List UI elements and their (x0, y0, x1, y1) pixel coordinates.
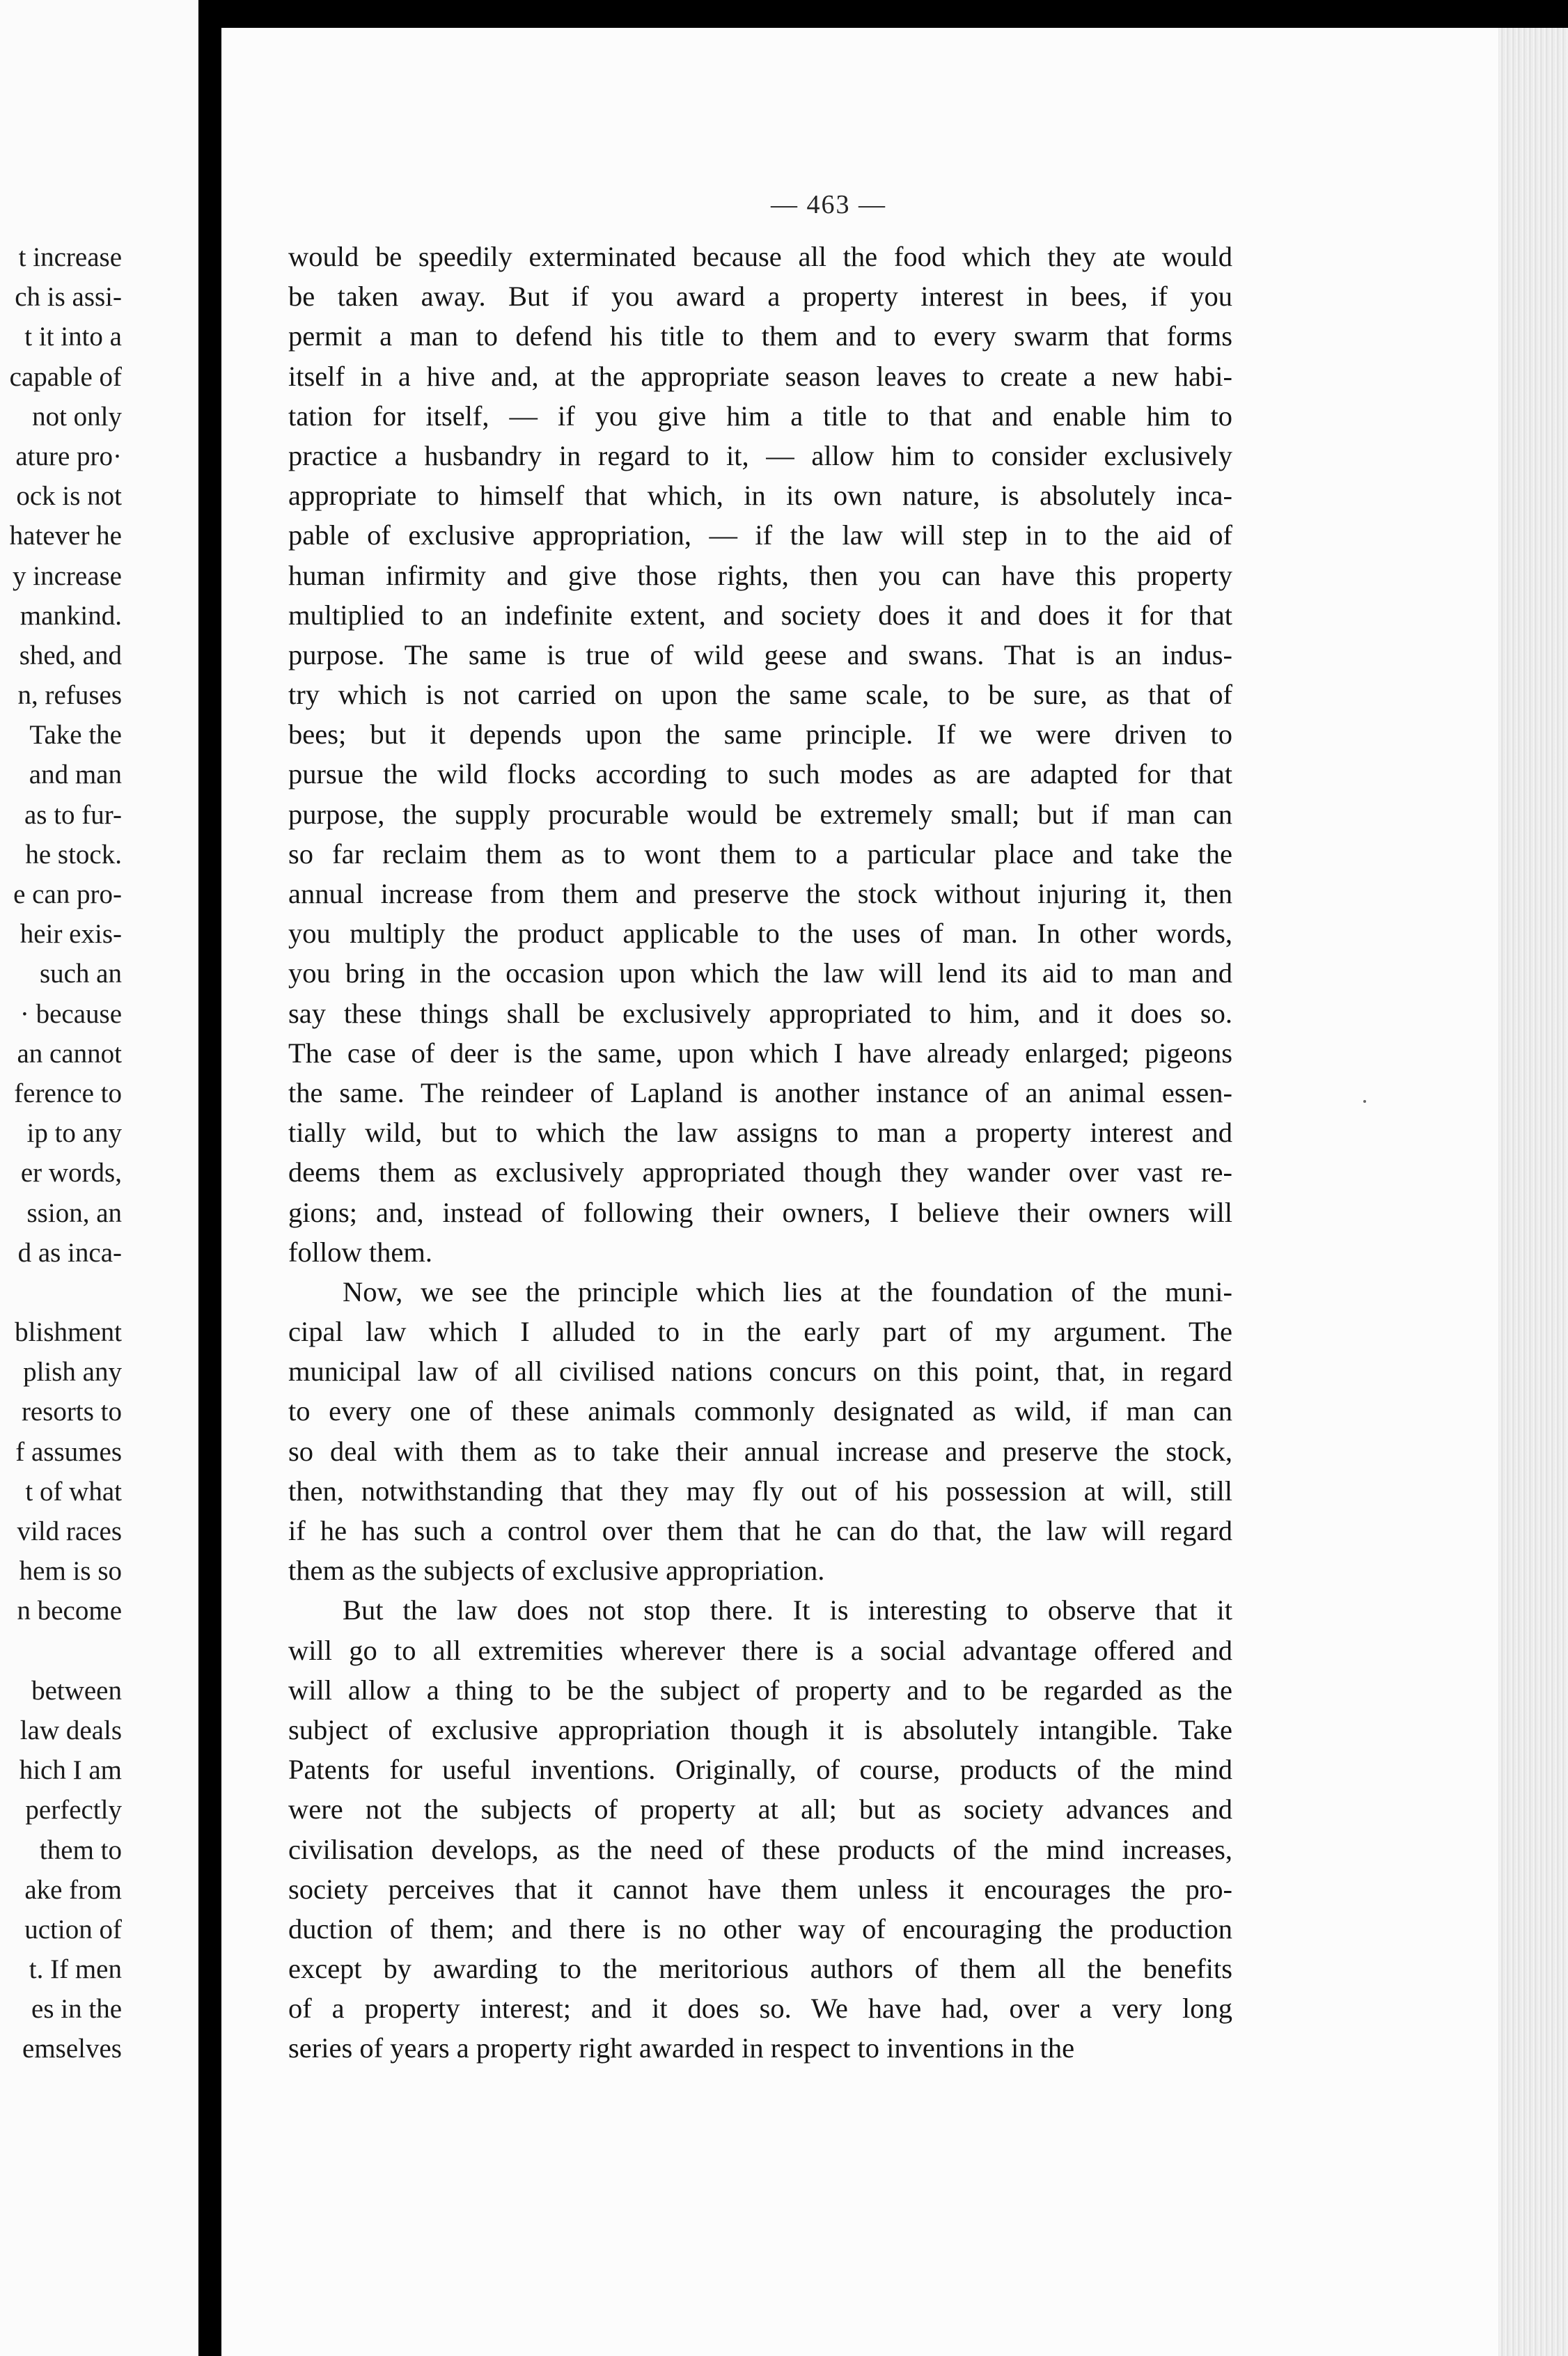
left-page-line: t of what (25, 1476, 122, 1507)
left-page-line: f assumes (15, 1436, 122, 1467)
left-page-line: t it into a (24, 322, 122, 352)
text-line: then, notwithstanding that they may fly out of his possession at will, still (288, 1475, 1232, 1507)
text-line: practice a husbandry in regard to it, — allow him to consider exclusively (288, 439, 1232, 471)
left-page-line (0, 1273, 122, 1312)
text-line: follow them. (288, 1236, 432, 1268)
left-page-line: not only (32, 401, 122, 432)
left-page-line: perfectly (25, 1795, 122, 1825)
left-page-line: n, refuses (17, 680, 122, 711)
left-page-line: and man (29, 760, 122, 790)
text-line: so far reclaim them as to wont them to a particular place and take the (288, 838, 1232, 870)
left-page-line: e can pro- (13, 879, 122, 909)
text-line: pable of exclusive appropriation, — if the law will step in to the aid of (288, 519, 1232, 551)
text-line: deems them as exclusively appropriated though they wander over vast re- (288, 1156, 1232, 1188)
left-page-line: ference to (14, 1078, 122, 1108)
left-page-line: ssion, an (26, 1197, 122, 1228)
left-page-line: he stock. (25, 839, 122, 870)
left-page-line: t. If men (29, 1954, 122, 1985)
text-line: tially wild, but to which the law assigns to man a property interest and (288, 1117, 1232, 1149)
text-line: annual increase from them and preserve the stock without injuring it, then (288, 878, 1232, 909)
left-page-line: ock is not (16, 481, 122, 512)
left-page-line: y increase (13, 560, 122, 591)
left-page-line: heir exis- (19, 919, 122, 950)
text-line: human infirmity and give those rights, then you can have this property (288, 559, 1232, 591)
left-page-line: between (31, 1675, 122, 1706)
left-page-line: ake from (24, 1874, 122, 1905)
left-page-line: mankind. (19, 600, 122, 631)
left-page-line: vild races (17, 1516, 122, 1546)
text-line: Patents for useful inventions. Originally, of course, products of the mind (288, 1754, 1232, 1786)
text-line: appropriate to himself that which, in its own nature, is absolutely inca- (288, 480, 1232, 512)
text-line: tation for itself, — if you give him a title to that and enable him to (288, 400, 1232, 432)
left-page-line: ch is assi- (15, 282, 122, 313)
text-line: pursue the wild flocks according to such modes as are adapted for that (288, 758, 1232, 790)
left-page-line: resorts to (21, 1397, 122, 1427)
text-line: The case of deer is the same, upon which I have already enlarged; pigeons (288, 1037, 1232, 1069)
text-line: say these things shall be exclusively appropriated to him, and it does so. (288, 997, 1232, 1029)
page-body-text (288, 237, 1232, 2068)
text-line: Now, we see the principle which lies at the foundation of the muni- (343, 1275, 1232, 1307)
text-line: be taken away. But if you award a property interest in bees, if you (288, 281, 1232, 313)
text-line: except by awarding to the meritorious authors of them all the benefits (288, 1953, 1232, 1985)
text-line: so deal with them as to take their annual increase and preserve the stock, (288, 1435, 1232, 1467)
left-page-line: es in the (31, 1994, 122, 2025)
text-line: you multiply the product applicable to the uses of man. In other words, (288, 918, 1232, 950)
left-page-line: t increase (18, 242, 122, 272)
left-page-line: such an (39, 959, 122, 989)
left-page-line: plish any (23, 1357, 122, 1388)
text-line: will allow a thing to be the subject of property and to be regarded as the (288, 1674, 1232, 1706)
right-page (221, 28, 1568, 2356)
text-line: of a property interest; and it does so. We have had, over a very long (288, 1993, 1232, 2025)
left-page-line: · because (19, 998, 122, 1029)
left-page-line: ip to any (26, 1118, 122, 1149)
left-page-line: as to fur- (24, 799, 122, 830)
text-line: if he has such a control over them that he can do that, the law will regard (288, 1515, 1232, 1546)
left-page-line: blishment (15, 1317, 122, 1348)
text-line: try which is not carried on upon the same scale, to be sure, as that of (288, 679, 1232, 711)
paragraph (288, 237, 1232, 1272)
left-page-line: hem is so (19, 1556, 122, 1587)
text-line: the same. The reindeer of Lapland is another instance of an animal essen- (288, 1076, 1232, 1108)
text-line: bees; but it depends upon the same principle. If we were driven to (288, 718, 1232, 751)
book-page-edge (1498, 28, 1568, 2356)
left-page-text (0, 237, 122, 2069)
paragraph (288, 1590, 1232, 2068)
text-line: were not the subjects of property at all; but as society advances and (288, 1793, 1232, 1825)
left-page-line: law deals (19, 1715, 122, 1745)
left-page-line: hatever he (9, 521, 122, 551)
paragraph (288, 1272, 1232, 1591)
text-line: But the law does not stop there. It is interesting to observe that it (343, 1594, 1232, 1626)
text-line: subject of exclusive appropriation though it is absolutely intangible. Take (288, 1713, 1232, 1745)
text-line: municipal law of all civilised nations concurs on this point, that, in regard (288, 1356, 1232, 1388)
left-page-line: shed, and (19, 640, 122, 670)
text-line: will go to all extremities wherever there is a social advantage offered and (288, 1634, 1232, 1666)
text-line: purpose. The same is true of wild geese and swans. That is an indus- (288, 638, 1232, 670)
text-line: civilisation develops, as the need of these products of the mind increases, (288, 1833, 1232, 1865)
text-line: society perceives that it cannot have them unless it encourages the pro- (288, 1873, 1232, 1905)
left-page-line: them to (39, 1835, 122, 1865)
left-page-line: emselves (22, 2034, 122, 2064)
left-page-line: er words, (20, 1158, 122, 1188)
left-page-line: n become (17, 1596, 122, 1626)
left-page-line (0, 1631, 122, 1671)
text-line: would be speedily exterminated because all the food which they ate would (288, 241, 1232, 272)
left-page-line: capable of (9, 361, 122, 392)
text-line: duction of them; and there is no other way of encouraging the production (288, 1913, 1232, 1945)
text-line: to every one of these animals commonly designated as wild, if man can (288, 1395, 1232, 1427)
left-page-fragment (0, 0, 198, 2356)
left-page-line: Take the (29, 720, 122, 751)
left-page-line: ature pro· (15, 441, 122, 471)
text-line: itself in a hive and, at the appropriate season leaves to create a new habi- (288, 360, 1232, 392)
left-page-line: d as inca- (17, 1237, 122, 1268)
text-line: you bring in the occasion upon which the law will lend its aid to man and (288, 957, 1232, 989)
text-line: them as the subjects of exclusive appropriation. (288, 1555, 825, 1587)
left-page-line: hich I am (19, 1755, 122, 1786)
margin-speck (1363, 1100, 1366, 1103)
page-number: — 463 — (771, 190, 886, 219)
text-line: permit a man to defend his title to them and to every swarm that forms (288, 320, 1232, 352)
left-page-line: uction of (24, 1914, 122, 1945)
text-line: cipal law which I alluded to in the early part of my argument. The (288, 1316, 1232, 1348)
text-line: purpose, the supply procurable would be extremely small; but if man can (288, 798, 1232, 830)
text-line: series of years a property right awarded in respect to inventions in the (288, 2032, 1075, 2064)
text-line: gions; and, instead of following their owners, I believe their owners will (288, 1196, 1232, 1228)
text-line: multiplied to an indefinite extent, and society does it and does it for that (288, 599, 1232, 631)
left-page-line: an cannot (17, 1038, 122, 1069)
